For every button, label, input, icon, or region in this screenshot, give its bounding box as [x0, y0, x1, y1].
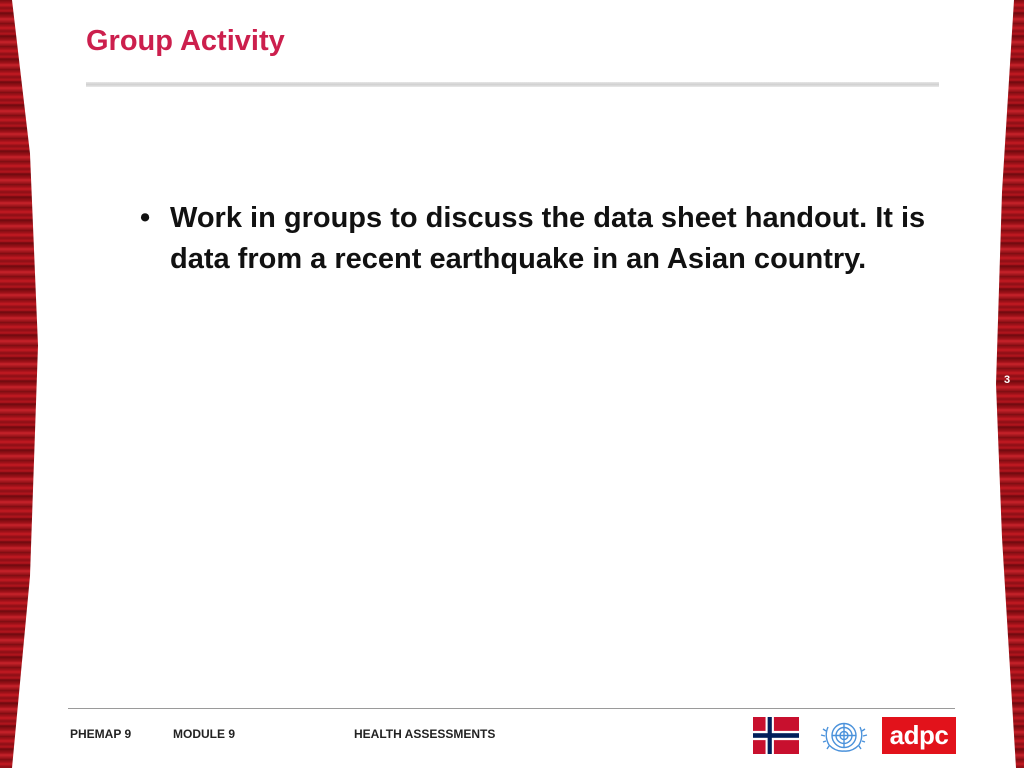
bullet-text: Work in groups to discuss the data sheet handout. It is data from a recent earthquake in an Asian country.	[170, 202, 926, 275]
footer-topic: HEALTH ASSESSMENTS	[354, 727, 496, 741]
left-decorative-bar	[0, 0, 40, 768]
norway-flag-icon	[753, 717, 799, 754]
page-number: 3	[1004, 374, 1011, 386]
footer-module: MODULE 9	[173, 727, 236, 741]
title-divider	[86, 82, 939, 87]
footer-divider	[68, 708, 955, 709]
bullet-list	[136, 198, 936, 280]
slide-title: Group Activity	[86, 25, 285, 57]
bullet-item	[136, 198, 936, 280]
adpc-logo: adpc	[882, 717, 956, 754]
footer-course: PHEMAP 9	[70, 727, 132, 741]
un-emblem-icon	[816, 717, 872, 754]
bullet-dot: •	[140, 202, 151, 234]
